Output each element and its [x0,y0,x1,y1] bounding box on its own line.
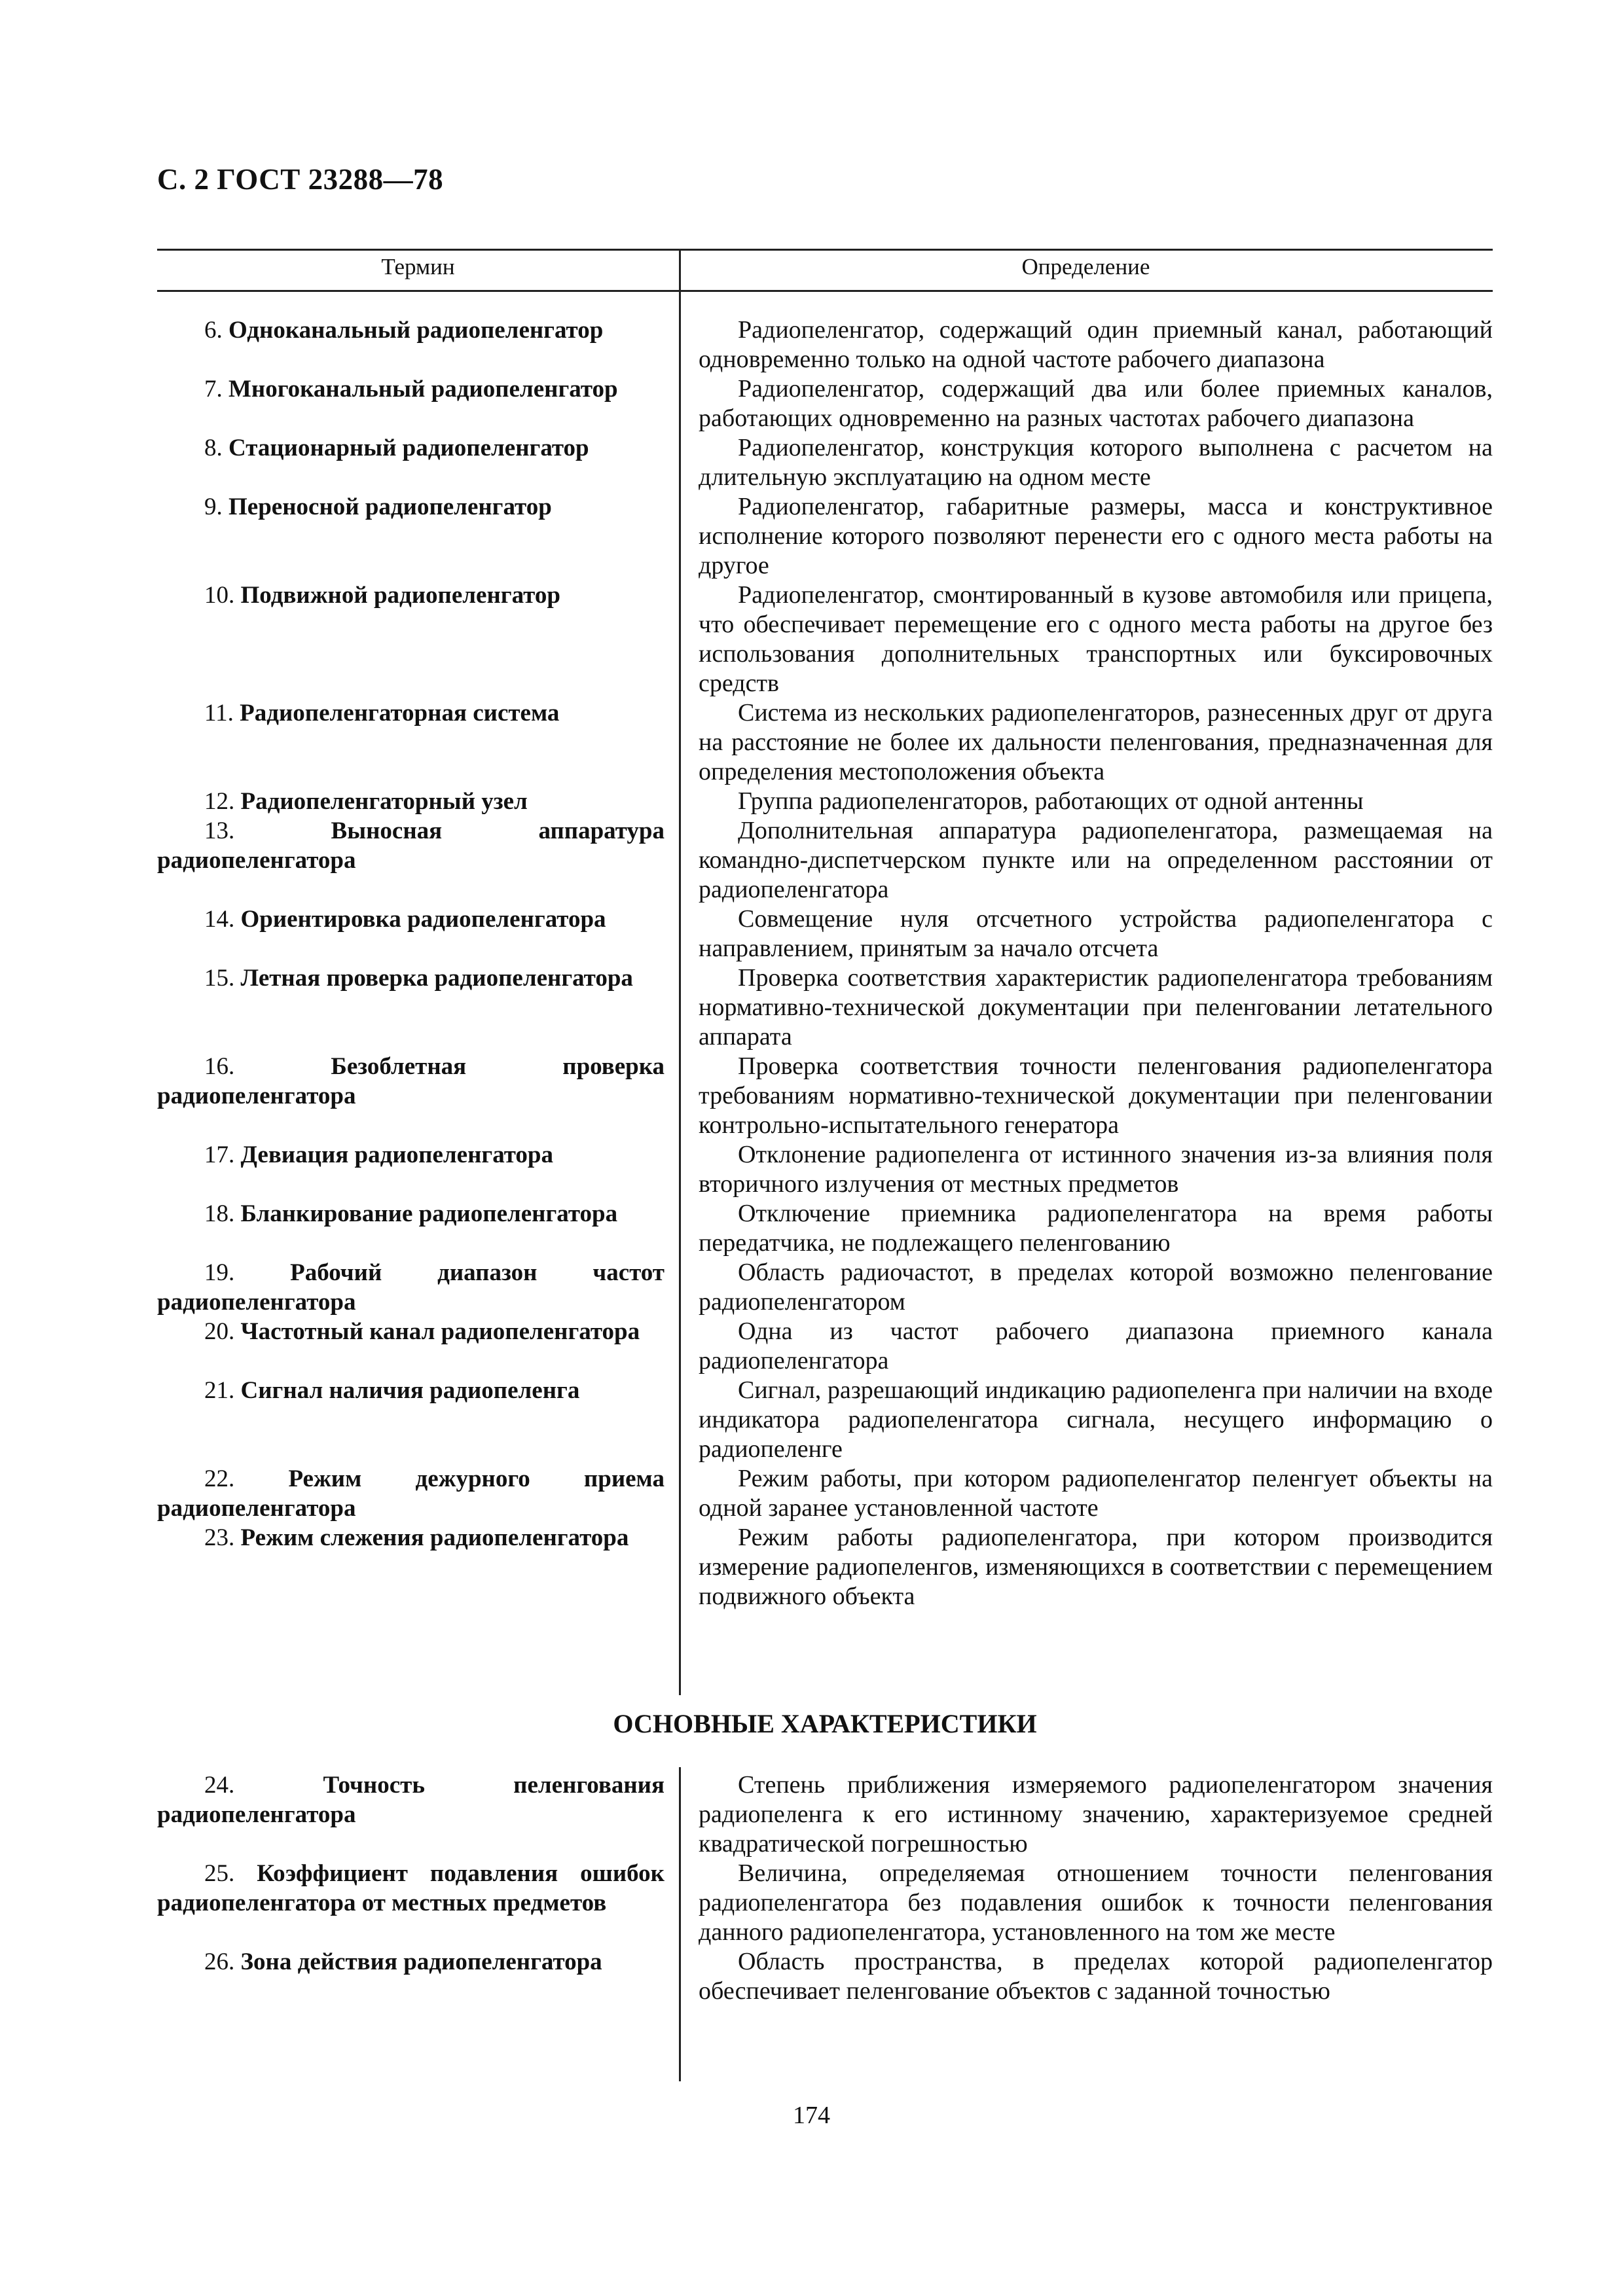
term-cell [157,581,679,698]
term-number: 22. [204,1465,235,1492]
definition-cell: Отклонение радиопеленга от истинного значения из-за влияния поля вторичного излучения от местных предметов [699,1141,1493,1198]
table-top-rule [157,249,1493,251]
term-name: Режим слежения радиопеленгатора [240,1524,629,1551]
term-name: Девиация радиопеленгатора [240,1141,553,1168]
table-row [157,581,1493,698]
definition-cell: Сигнал, разрешающий индикацию радиопеленга при наличии на входе индикатора радиопеленгатора сигнала, несущего информацию о радиопеленге [699,1376,1493,1463]
table-row [157,787,1493,816]
term-number: 6. [204,317,223,344]
term-number: 15. [204,965,235,992]
term-name: Рабочий диапазон частот радиопеленгатора [157,1259,665,1316]
definition-cell: Степень приближения измеряемого радиопеленгатором значения радиопеленга к его истинному значению, характеризуемое средней квадратической погрешностью [699,1771,1493,1857]
term-name: Ориентировка радиопеленгатора [240,906,606,933]
term-number: 14. [204,906,235,933]
definition-cell: Проверка соответствия точности пеленгования радиопеленгатора требованиям нормативно-технической документации при пеленговании контрольно-испытательного генератора [699,1052,1493,1139]
term-name: Сигнал наличия радиопеленга [240,1377,580,1404]
term-cell [157,433,679,492]
definition-cell: Режим работы, при котором радиопеленгатор пеленгует объекты на одной заранее установленной частоте [699,1465,1493,1522]
term-cell [157,1317,679,1376]
table-row [157,1140,1493,1199]
term-cell [157,1258,679,1317]
term-number: 12. [204,788,235,815]
term-number: 19. [204,1259,235,1286]
term-number: 23. [204,1524,235,1551]
page-number: 174 [793,2102,830,2129]
term-cell [157,1770,679,1859]
terms-table-section2 [157,1770,1493,2006]
definition-cell: Группа радиопеленгаторов, работающих от одной антенны [738,787,1364,815]
term-number: 11. [204,700,234,726]
definition-cell: Радиопеленгатор, содержащий два или более приемных каналов, работающих одновременно на разных частотах рабочего диапазона [699,375,1493,432]
term-cell [157,1464,679,1523]
table-row [157,816,1493,905]
term-name: Точность пеленгования радиопеленгатора [157,1772,665,1828]
table-row [157,492,1493,581]
definition-cell: Величина, определяемая отношением точности пеленгования радиопеленгатора без подавления ошибок к точности пеленгования данного радиопеленгатора, установленного на том же месте [699,1859,1493,1946]
term-cell [157,492,679,581]
term-name: Бланкирование радиопеленгатора [240,1200,618,1227]
table-row [157,1523,1493,1611]
definition-cell: Радиопеленгатор, габаритные размеры, масса и конструктивное исполнение которого позволяют перенести его с одного места работы на другое [699,493,1493,579]
term-cell [157,963,679,1052]
definition-cell: Область пространства, в пределах которой радиопеленгатор обеспечивает пеленгование объектов с заданной точностью [699,1948,1493,2005]
table-row [157,963,1493,1052]
term-cell [157,816,679,905]
page-header: С. 2 ГОСТ 23288—78 [157,163,444,196]
term-number: 13. [204,817,235,844]
term-cell [157,698,679,787]
table-row [157,1376,1493,1464]
term-name: Летная проверка радиопеленгатора [240,965,633,992]
table-row [157,374,1493,433]
table-row [157,698,1493,787]
term-number: 17. [204,1141,235,1168]
term-name: Зона действия радиопеленгатора [240,1948,602,1975]
term-number: 9. [204,493,223,520]
term-cell [157,1947,679,2006]
definition-cell: Дополнительная аппаратура радиопеленгатора, размещаемая на командно-диспетчерском пункте или на определенном расстоянии от радиопеленгатора [699,817,1493,903]
definition-cell: Режим работы радиопеленгатора, при котором производится измерение радиопеленгов, изменяющихся в соответствии с перемещением подвижного объекта [699,1524,1493,1610]
term-cell [157,1376,679,1464]
definition-cell: Радиопеленгатор, конструкция которого выполнена с расчетом на длительную эксплуатацию на одном месте [699,434,1493,491]
term-number: 20. [204,1318,235,1345]
table-row [157,1317,1493,1376]
term-name: Одноканальный радиопеленгатор [228,317,604,344]
definition-cell: Система из нескольких радиопеленгаторов, разнесенных друг от друга на расстояние не более их дальности пеленгования, предназначенная для определения местоположения объекта [699,699,1493,785]
term-number: 24. [204,1772,235,1799]
term-number: 25. [204,1860,235,1887]
table-row [157,1770,1493,1859]
term-cell [157,1052,679,1140]
definition-cell: Радиопеленгатор, смонтированный в кузове автомобиля или прицепа, что обеспечивает перемещение его с одного места работы на другое без использования дополнительных транспортных или буксировочных средств [699,581,1493,697]
term-number: 18. [204,1200,235,1227]
definition-cell: Совмещение нуля отсчетного устройства радиопеленгатора с направлением, принятым за начало отсчета [699,905,1493,962]
definition-cell: Проверка соответствия характеристик радиопеленгатора требованиям нормативно-технической документации при пеленговании летательного аппарата [699,964,1493,1050]
column-header-definition: Определение [1021,254,1150,279]
term-cell [157,374,679,433]
term-name: Коэффициент подавления ошибок радиопеленгатора от местных предметов [157,1860,665,1916]
table-row [157,905,1493,963]
terms-table [157,315,1493,1611]
term-cell [157,1523,679,1611]
term-name: Переносной радиопеленгатор [228,493,552,520]
table-row [157,1258,1493,1317]
table-row [157,1859,1493,1947]
table-row [157,433,1493,492]
definition-cell: Одна из частот рабочего диапазона приемного канала радиопеленгатора [699,1318,1493,1374]
term-name: Радиопеленгаторный узел [240,788,528,815]
term-cell [157,1140,679,1199]
definition-cell: Отключение приемника радиопеленгатора на время работы передатчика, не подлежащего пеленгованию [699,1200,1493,1257]
term-name: Режим дежурного приема радиопеленгатора [157,1465,665,1522]
table-row [157,1052,1493,1140]
definition-cell: Область радиочастот, в пределах которой возможно пеленгование радиопеленгатором [699,1259,1493,1316]
definition-cell: Радиопеленгатор, содержащий один приемный канал, работающий одновременно только на одной частоте рабочего диапазона [699,316,1493,373]
term-cell [157,787,679,816]
term-cell [157,1859,679,1947]
term-name: Выносная аппаратура радиопеленгатора [157,817,665,874]
table-header-rule [157,290,1493,292]
term-name: Радиопеленгаторная система [240,700,560,726]
term-cell [157,905,679,963]
table-row [157,1947,1493,2006]
term-number: 21. [204,1377,235,1404]
term-number: 8. [204,435,223,461]
term-name: Частотный канал радиопеленгатора [240,1318,640,1345]
term-name: Многоканальный радиопеленгатор [228,376,618,403]
table-row [157,1199,1493,1258]
section-title: ОСНОВНЫЕ ХАРАКТЕРИСТИКИ [613,1709,1037,1738]
term-cell [157,315,679,374]
term-name: Стационарный радиопеленгатор [228,435,589,461]
column-header-term: Термин [381,254,455,279]
term-number: 26. [204,1948,235,1975]
term-name: Безоблетная проверка радиопеленгатора [157,1053,665,1109]
table-row [157,1464,1493,1523]
term-number: 7. [204,376,223,403]
term-name: Подвижной радиопеленгатор [240,582,560,609]
term-number: 10. [204,582,235,609]
table-row [157,315,1493,374]
term-number: 16. [204,1053,235,1080]
term-cell [157,1199,679,1258]
